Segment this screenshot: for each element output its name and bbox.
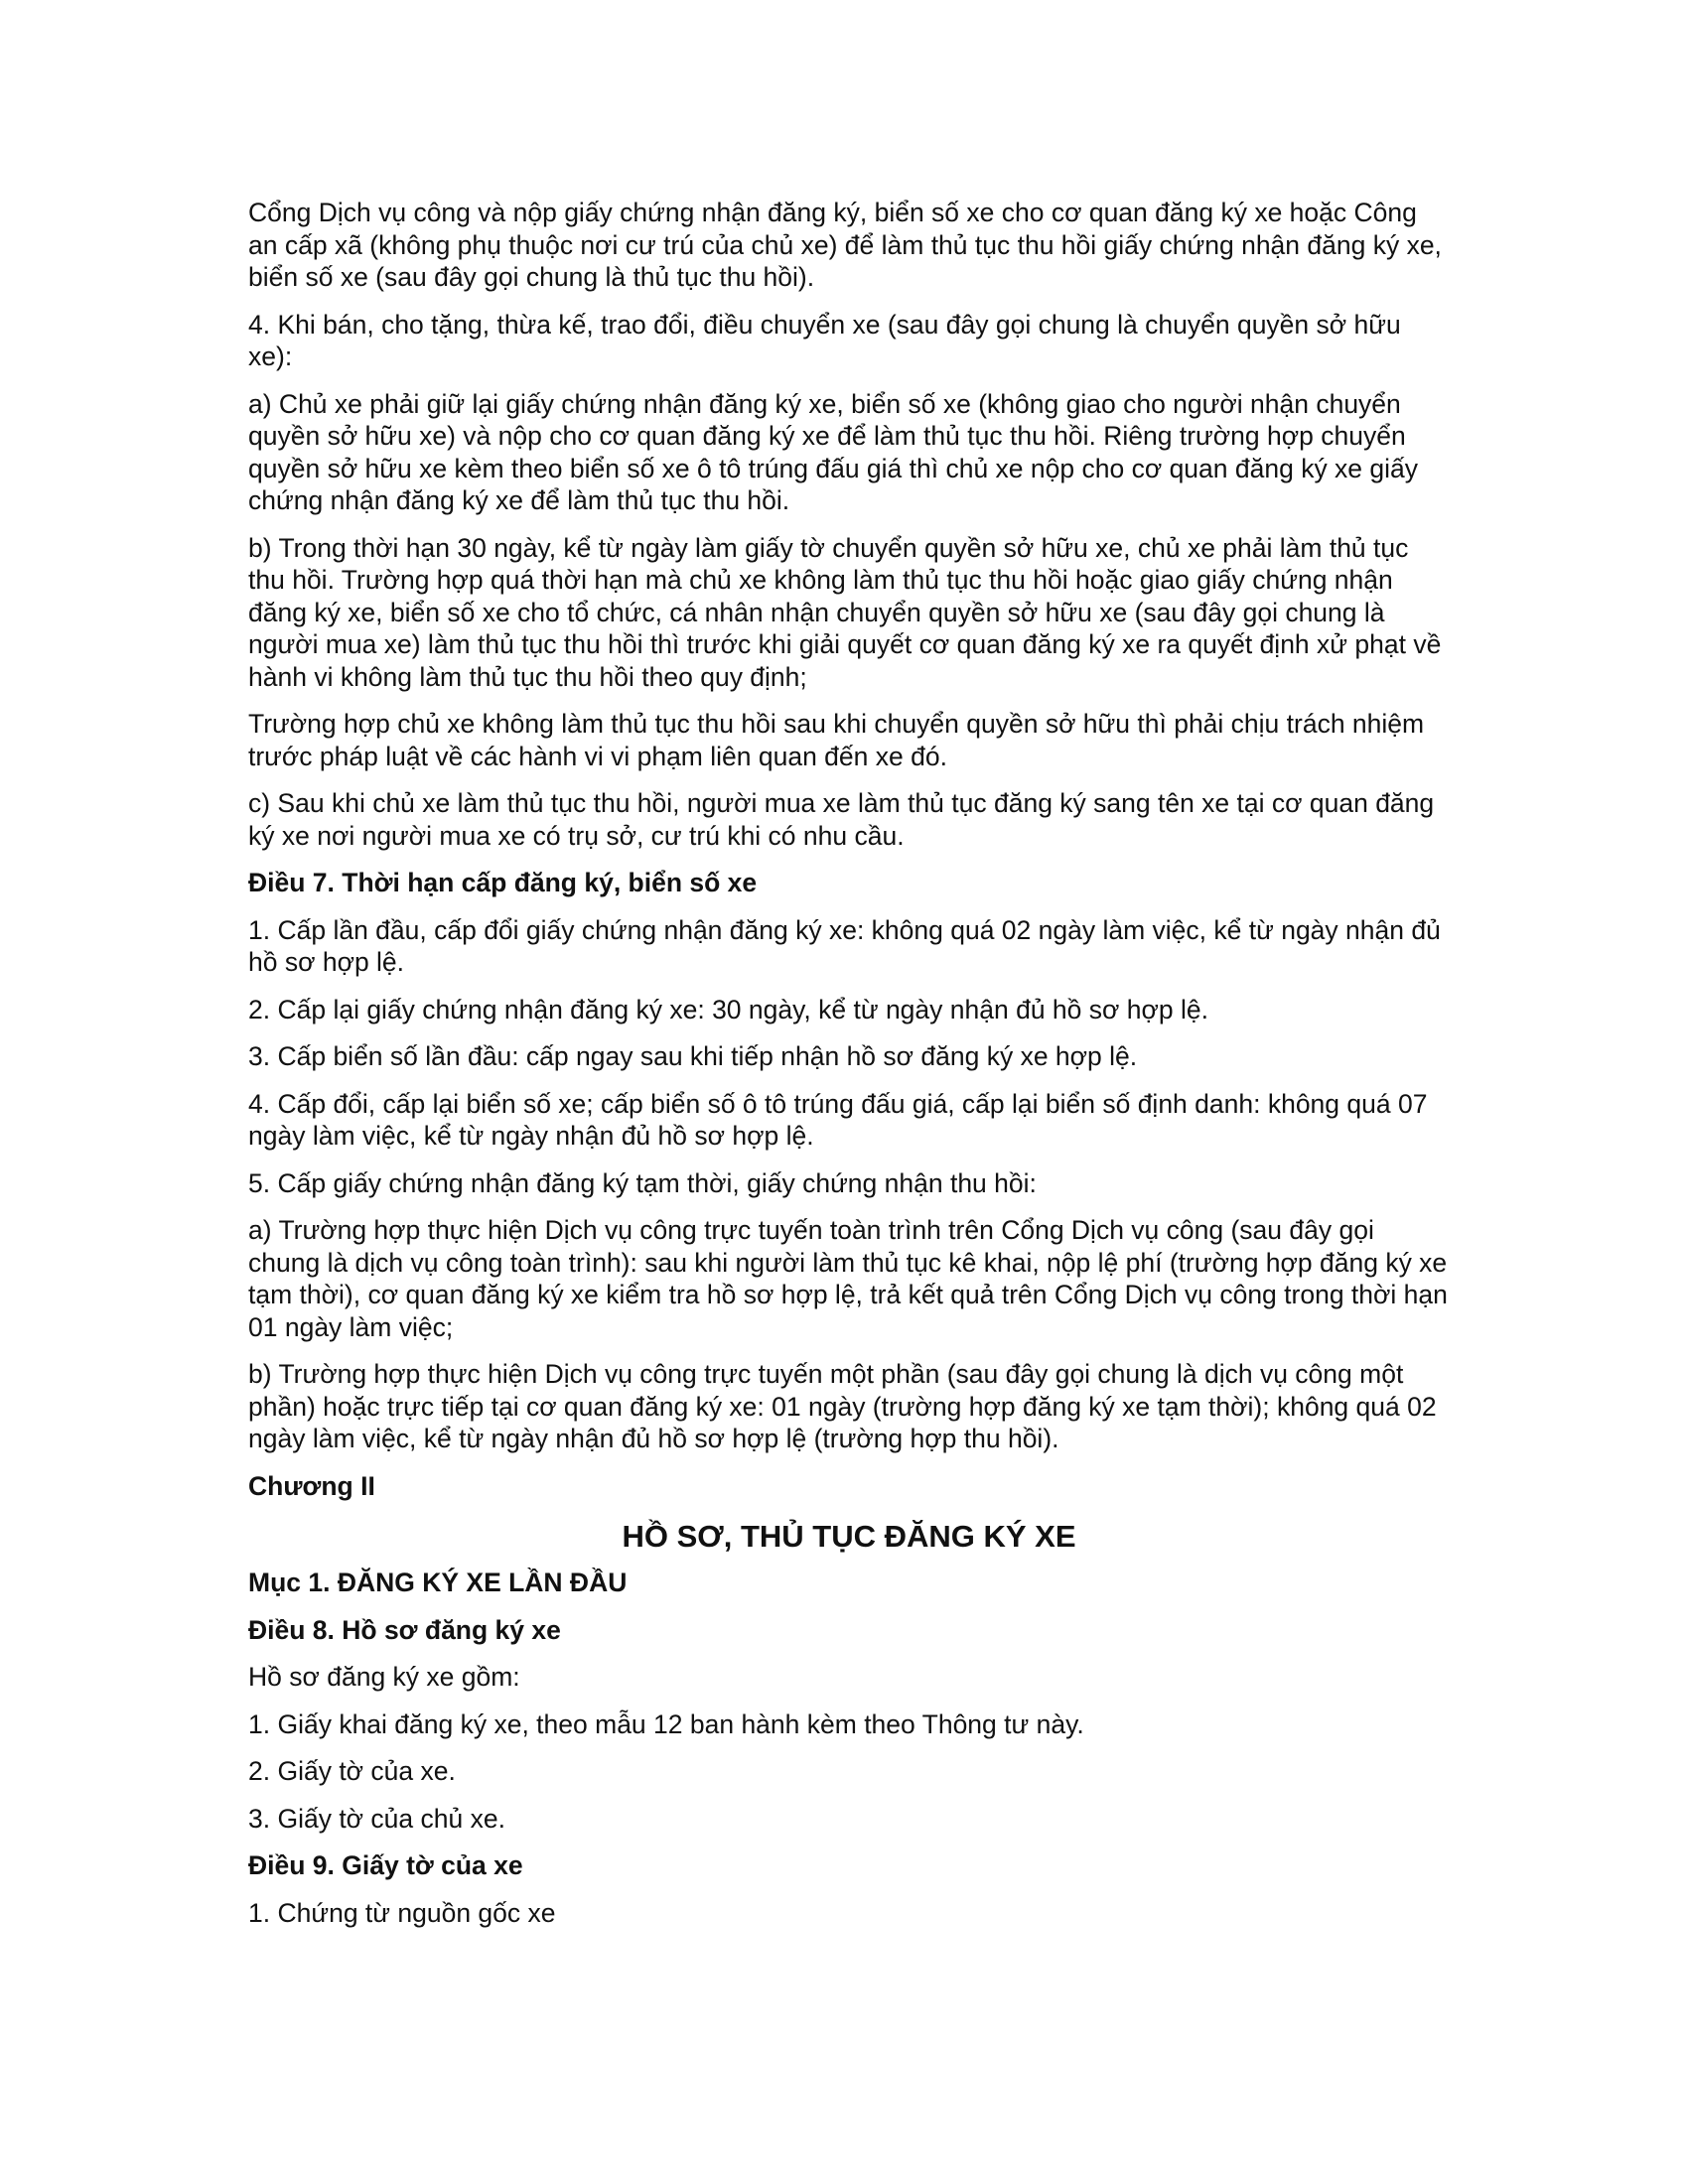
paragraph-article-7-item-5b: b) Trường hợp thực hiện Dịch vụ công trực tuyến một phần (sau đây gọi chung là dịch vụ công một phần) hoặc trực tiếp tại cơ quan đăng ký xe: 01 ngày (trường hợp đăng ký xe tạm thời); không quá 02 ngày làm việc, kể từ ngày nhận đủ hồ sơ hợp lệ (trường hợp thu hồi).: [248, 1359, 1437, 1453]
document-page: [248, 197, 1450, 1944]
paragraph-clause-4b: b) Trong thời hạn 30 ngày, kể từ ngày làm giấy tờ chuyển quyền sở hữu xe, chủ xe phải làm thủ tục thu hồi. Trường hợp quá thời hạn mà chủ xe không làm thủ tục thu hồi hoặc giao giấy chứng nhận đăng ký xe, biển số xe cho tổ chức, cá nhân nhận chuyển quyền sở hữu xe (sau đây gọi chung là người mua xe) làm thủ tục thu hồi thì trước khi giải quyết cơ quan đăng ký xe ra quyết định xử phạt về hành vi không làm thủ tục thu hồi theo quy định;: [248, 532, 1442, 692]
paragraph-article-8-intro: Hồ sơ đăng ký xe gồm:: [248, 1662, 520, 1692]
chapter-label: Chương II: [248, 1470, 375, 1501]
paragraph-article-7-item-1: 1. Cấp lần đầu, cấp đổi giấy chứng nhận đăng ký xe: không quá 02 ngày làm việc, kể từ ngày nhận đủ hồ sơ hợp lệ.: [248, 914, 1441, 977]
paragraph-article-7-item-2: 2. Cấp lại giấy chứng nhận đăng ký xe: 30 ngày, kể từ ngày nhận đủ hồ sơ hợp lệ.: [248, 994, 1208, 1024]
paragraph-article-7-item-5a: a) Trường hợp thực hiện Dịch vụ công trực tuyến toàn trình trên Cổng Dịch vụ công (sau đây gọi chung là dịch vụ công toàn trình): sau khi người làm thủ tục kê khai, nộp lệ phí (trường hợp đăng ký xe tạm thời), cơ quan đăng ký xe kiểm tra hồ sơ hợp lệ, trả kết quả trên Cổng Dịch vụ công trong thời hạn 01 ngày làm việc;: [248, 1215, 1448, 1342]
paragraph-article-7-item-3: 3. Cấp biển số lần đầu: cấp ngay sau khi tiếp nhận hồ sơ đăng ký xe hợp lệ.: [248, 1041, 1138, 1071]
chapter-title: HỒ SƠ, THỦ TỤC ĐĂNG KÝ XE: [622, 1519, 1076, 1554]
paragraph-article-7-item-5: 5. Cấp giấy chứng nhận đăng ký tạm thời, giấy chứng nhận thu hồi:: [248, 1167, 1037, 1198]
paragraph-clause-4: 4. Khi bán, cho tặng, thừa kế, trao đổi, điều chuyển xe (sau đây gọi chung là chuyển quyền sở hữu xe):: [248, 309, 1401, 371]
section-1-heading: Mục 1. ĐĂNG KÝ XE LẦN ĐẦU: [248, 1568, 628, 1597]
article-8-heading: Điều 8. Hồ sơ đăng ký xe: [248, 1614, 561, 1645]
article-9-heading: Điều 9. Giấy tờ của xe: [248, 1850, 523, 1880]
paragraph-article-9-item-1: 1. Chứng từ nguồn gốc xe: [248, 1897, 556, 1928]
paragraph-article-8-item-3: 3. Giấy tờ của chủ xe.: [248, 1803, 505, 1834]
paragraph-clause-4c: c) Sau khi chủ xe làm thủ tục thu hồi, người mua xe làm thủ tục đăng ký sang tên xe tại cơ quan đăng ký xe nơi người mua xe có trụ sở, cư trú khi có nhu cầu.: [248, 788, 1435, 851]
paragraph-article-8-item-2: 2. Giấy tờ của xe.: [248, 1756, 456, 1786]
paragraph-intro-continuation: Cổng Dịch vụ công và nộp giấy chứng nhận đăng ký, biển số xe cho cơ quan đăng ký xe hoặc Công an cấp xã (không phụ thuộc nơi cư trú của chủ xe) để làm thủ tục thu hồi giấy chứng nhận đăng ký xe, biển số xe (sau đây gọi chung là thủ tục thu hồi).: [248, 198, 1442, 292]
paragraph-clause-4b-note: Trường hợp chủ xe không làm thủ tục thu hồi sau khi chuyển quyền sở hữu thì phải chịu trách nhiệm trước pháp luật về các hành vi vi phạm liên quan đến xe đó.: [248, 709, 1425, 771]
paragraph-article-7-item-4: 4. Cấp đổi, cấp lại biển số xe; cấp biển số ô tô trúng đấu giá, cấp lại biển số định danh: không quá 07 ngày làm việc, kể từ ngày nhận đủ hồ sơ hợp lệ.: [248, 1088, 1428, 1151]
article-7-heading: Điều 7. Thời hạn cấp đăng ký, biển số xe: [248, 868, 758, 897]
paragraph-clause-4a: a) Chủ xe phải giữ lại giấy chứng nhận đăng ký xe, biển số xe (không giao cho người nhận chuyển quyền sở hữu xe) và nộp cho cơ quan đăng ký xe để làm thủ tục thu hồi. Riêng trường hợp chuyển quyền sở hữu xe kèm theo biển số xe ô tô trúng đấu giá thì chủ xe nộp cho cơ quan đăng ký xe giấy chứng nhận đăng ký xe để làm thủ tục thu hồi.: [248, 388, 1419, 515]
paragraph-article-8-item-1: 1. Giấy khai đăng ký xe, theo mẫu 12 ban hành kèm theo Thông tư này.: [248, 1708, 1084, 1739]
